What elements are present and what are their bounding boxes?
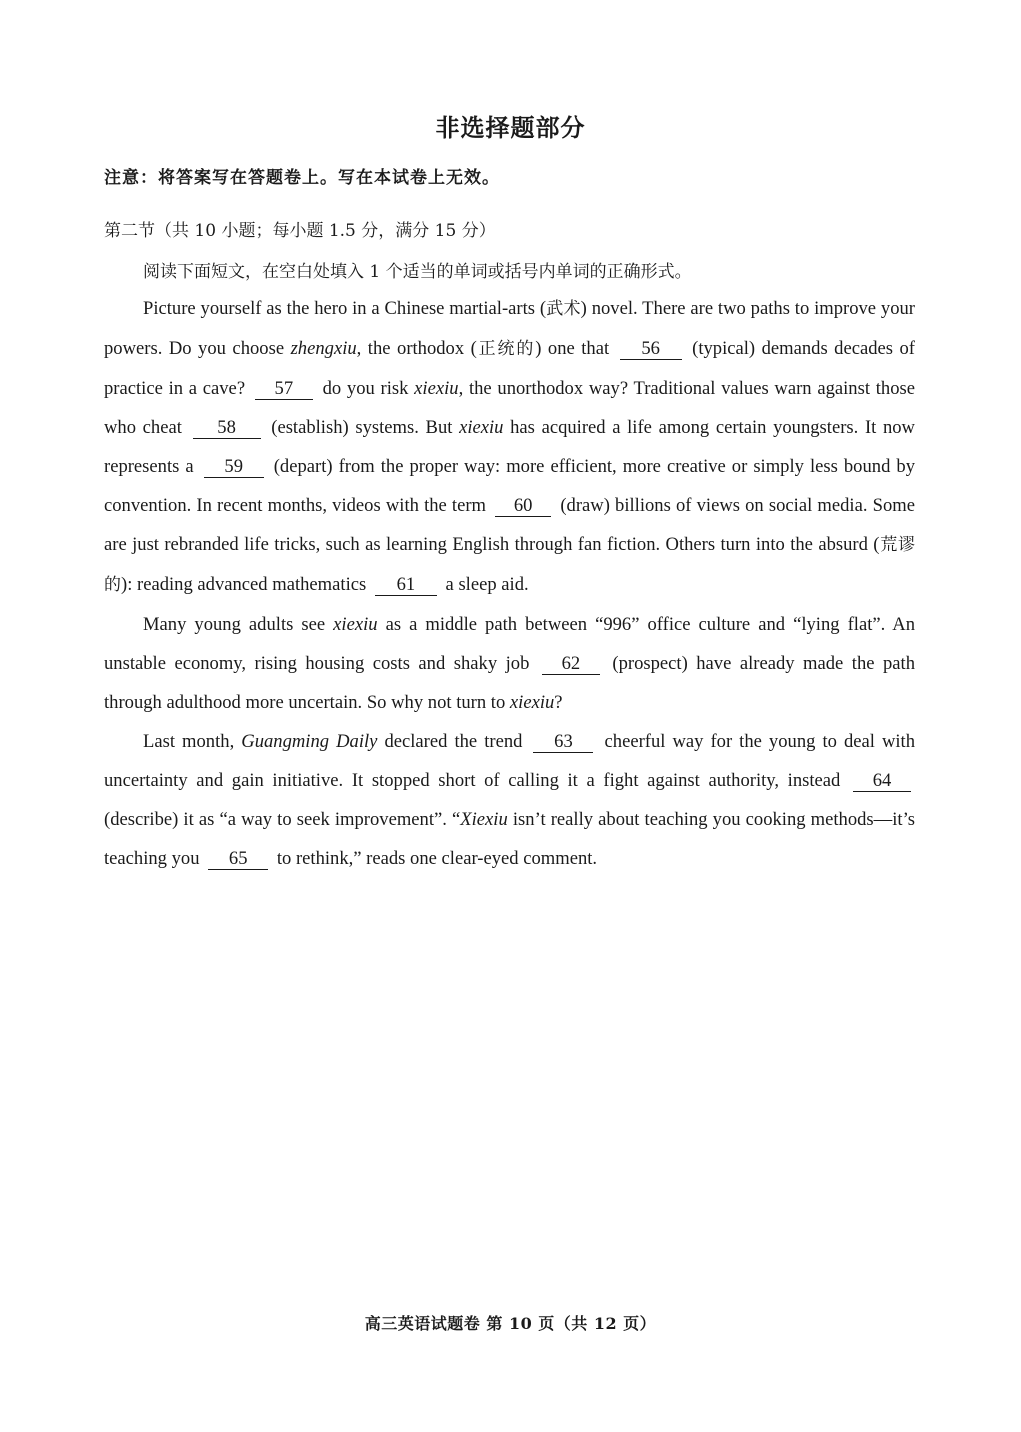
italic-term: xiexiu [333, 614, 378, 635]
italic-term: zhengxiu [290, 338, 357, 359]
text-run: , the unorthodox way? Traditional values warn against those who cheat [104, 378, 915, 438]
text-run: declared the trend [377, 731, 523, 752]
section-title: 非选择题部分 [435, 114, 586, 142]
text-run: Last month, [143, 731, 242, 752]
notice-text: 注意：将答案写在答题卷上。写在本试卷上无效。 [104, 168, 500, 188]
text-run: (describe) it as “a way to seek improvement”. “ [104, 809, 461, 830]
paragraph-1 [104, 289, 915, 605]
text-run: , the orthodox ( [356, 338, 477, 359]
blank-56[interactable]: 56 [620, 339, 682, 360]
text-run: (depart) from the proper way: more efficient, more creative or simply less bound by convention. In recent months, videos with the term [104, 456, 915, 516]
blank-61[interactable]: 61 [375, 575, 437, 596]
text-run: ) one that [535, 338, 610, 359]
text-run: (establish) systems. But [271, 417, 460, 438]
blank-60[interactable]: 60 [495, 496, 551, 517]
text-run: ? [554, 692, 563, 713]
blank-64[interactable]: 64 [853, 771, 911, 792]
chinese-gloss: 武术 [546, 299, 581, 319]
blank-62[interactable]: 62 [542, 654, 600, 675]
text-run: to rethink,” reads one clear-eyed comment. [276, 848, 598, 869]
text-run: (typical) demands decades of practice in a cave? [104, 338, 916, 399]
text-run: do you risk [322, 378, 415, 399]
paragraph-2 [104, 605, 915, 722]
text-run: isn’t really about teaching you cooking methods—it’s teaching you [104, 809, 915, 869]
paragraph-3 [104, 722, 915, 878]
italic-term: Guangming Daily [241, 731, 378, 752]
italic-term: xiexiu [459, 417, 504, 438]
italic-term: xiexiu [414, 378, 459, 399]
blank-57[interactable]: 57 [255, 379, 313, 400]
chinese-gloss: 荒谬的 [104, 535, 916, 595]
blank-65[interactable]: 65 [208, 849, 268, 870]
italic-term: xiexiu [509, 692, 555, 713]
italic-term: Xiexiu [460, 809, 508, 830]
text-run: Many young adults see [143, 614, 334, 635]
passage [104, 289, 915, 878]
text-run: has acquired a life among certain youngsters. It now represents a [104, 417, 915, 477]
text-run: ) novel. There are two paths to improve your powers. Do you choose [104, 298, 915, 359]
text-run: (draw) billions of views on social media. Some are just rebranded life tricks, such as learning English through fan fiction. Others turn into the absurd ( [104, 495, 915, 555]
text-run: cheerful way for the young to deal with uncertainty and gain initiative. It stopped short of calling it a fight against authority, instead [104, 731, 916, 791]
blank-59[interactable]: 59 [204, 457, 264, 478]
section-heading: 第二节（共 10 小题；每小题 1.5 分，满分 15 分） [104, 221, 496, 241]
blank-58[interactable]: 58 [193, 418, 261, 439]
instruction-text: 阅读下面短文，在空白处填入 1 个适当的单词或括号内单词的正确形式。 [143, 262, 692, 282]
text-run: as a middle path between “996” office culture and “lying flat”. An unstable economy, rising housing costs and shaky job [104, 614, 915, 674]
text-run: Picture yourself as the hero in a Chinese martial-arts ( [143, 298, 547, 319]
blank-63[interactable]: 63 [533, 732, 593, 753]
page-footer: 高三英语试题卷 第 10 页（共 12 页） [364, 1314, 657, 1333]
chinese-gloss: 正统的 [476, 339, 536, 359]
text-run: ): reading advanced mathematics [121, 574, 367, 595]
text-run: (prospect) have already made the path through adulthood more uncertain. So why not turn to [104, 653, 916, 713]
text-run: a sleep aid. [445, 574, 529, 595]
